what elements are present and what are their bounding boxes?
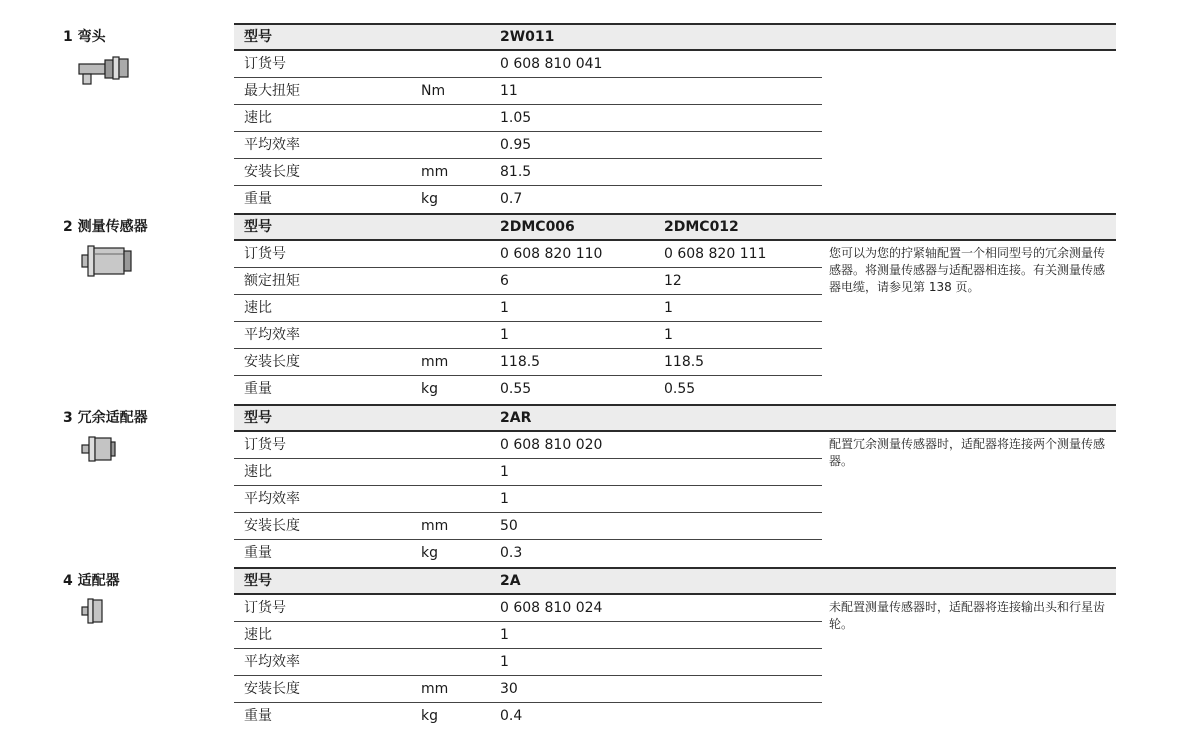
row-value: 1 xyxy=(664,300,673,316)
row-value: 50 xyxy=(500,518,518,534)
row-value: 81.5 xyxy=(500,164,532,180)
table-row xyxy=(234,51,822,78)
angle-head-icon xyxy=(78,54,132,90)
row-label: 安装长度 xyxy=(244,518,300,534)
table-row xyxy=(234,268,822,295)
section-note: 配置冗余测量传感器时，适配器将连接两个测量传感器。 xyxy=(829,437,1106,468)
row-value: 1 xyxy=(664,327,673,343)
row-label: 安装长度 xyxy=(244,164,300,180)
row-label: 订货号 xyxy=(244,600,286,616)
header-row xyxy=(234,24,1116,51)
row-label: 速比 xyxy=(244,110,272,126)
table-row xyxy=(234,459,822,486)
row-label: 平均效率 xyxy=(244,491,300,507)
section-title: 2 测量传感器 xyxy=(63,219,148,235)
row-label: 订货号 xyxy=(244,246,286,262)
row-value: 118.5 xyxy=(664,354,705,370)
model-name: 2DMC012 xyxy=(664,219,739,235)
row-value: 1 xyxy=(500,464,509,480)
table-row xyxy=(234,78,822,105)
table-row xyxy=(234,376,822,403)
section-title: 3 冗余适配器 xyxy=(63,410,148,426)
table-row xyxy=(234,186,822,213)
header-row xyxy=(234,568,1116,595)
row-value: 0 608 810 041 xyxy=(500,56,603,72)
section-note: 您可以为您的拧紧轴配置一个相同型号的冗余测量传感器。将测量传感器与适配器相连接。有关测量传感器电缆，请参见第 138 页。 xyxy=(829,246,1106,294)
row-label: 速比 xyxy=(244,464,272,480)
row-unit: mm xyxy=(421,164,449,180)
row-label: 安装长度 xyxy=(244,354,300,370)
table-row xyxy=(234,595,822,622)
row-unit: kg xyxy=(421,381,438,397)
redundancy-adapter-icon xyxy=(80,434,120,464)
row-unit: kg xyxy=(421,708,438,724)
row-label: 速比 xyxy=(244,627,272,643)
row-label: 平均效率 xyxy=(244,137,300,153)
table-row xyxy=(234,349,822,376)
row-value: 0 608 810 020 xyxy=(500,437,603,453)
table-row xyxy=(234,649,822,676)
header-label: 型号 xyxy=(244,410,272,426)
table-row xyxy=(234,322,822,349)
table-row xyxy=(234,513,822,540)
adapter-icon xyxy=(80,596,110,626)
row-value: 1 xyxy=(500,300,509,316)
header-row xyxy=(234,214,1116,241)
row-label: 安装长度 xyxy=(244,681,300,697)
row-unit: kg xyxy=(421,545,438,561)
row-value: 0.95 xyxy=(500,137,532,153)
table-row xyxy=(234,432,822,459)
row-value: 1 xyxy=(500,627,509,643)
row-value: 1 xyxy=(500,491,509,507)
row-value: 0 608 820 110 xyxy=(500,246,603,262)
table-row xyxy=(234,486,822,513)
section-note: 未配置测量传感器时，适配器将连接输出头和行星齿轮。 xyxy=(829,600,1106,631)
row-label: 平均效率 xyxy=(244,654,300,670)
row-label: 重量 xyxy=(244,191,272,207)
model-name: 2W011 xyxy=(500,29,555,45)
row-label: 订货号 xyxy=(244,56,286,72)
row-unit: kg xyxy=(421,191,438,207)
row-label: 额定扭矩 xyxy=(244,273,300,289)
table-row xyxy=(234,540,822,567)
table-row xyxy=(234,105,822,132)
table-row xyxy=(234,241,822,268)
row-label: 平均效率 xyxy=(244,327,300,343)
row-unit: mm xyxy=(421,354,449,370)
table-row xyxy=(234,676,822,703)
row-label: 重量 xyxy=(244,545,272,561)
row-label: 最大扭矩 xyxy=(244,83,300,99)
row-value: 12 xyxy=(664,273,682,289)
table-row xyxy=(234,159,822,186)
row-value: 0.55 xyxy=(500,381,532,397)
transducer-icon xyxy=(80,243,134,279)
row-value: 0.7 xyxy=(500,191,523,207)
row-value: 0 608 810 024 xyxy=(500,600,603,616)
row-value: 1 xyxy=(500,654,509,670)
row-unit: Nm xyxy=(421,83,446,99)
header-label: 型号 xyxy=(244,219,272,235)
row-value: 1.05 xyxy=(500,110,532,126)
row-unit: mm xyxy=(421,518,449,534)
model-name: 2A xyxy=(500,573,521,589)
row-label: 重量 xyxy=(244,708,272,724)
row-label: 重量 xyxy=(244,381,272,397)
model-name: 2DMC006 xyxy=(500,219,575,235)
table-row xyxy=(234,295,822,322)
table-row xyxy=(234,622,822,649)
header-label: 型号 xyxy=(244,573,272,589)
row-unit: mm xyxy=(421,681,449,697)
row-value: 30 xyxy=(500,681,518,697)
row-value: 0.55 xyxy=(664,381,696,397)
row-label: 订货号 xyxy=(244,437,286,453)
row-value: 1 xyxy=(500,327,509,343)
row-value: 0 608 820 111 xyxy=(664,246,767,262)
row-value: 118.5 xyxy=(500,354,541,370)
row-value: 6 xyxy=(500,273,509,289)
row-value: 0.4 xyxy=(500,708,523,724)
row-value: 11 xyxy=(500,83,518,99)
model-name: 2AR xyxy=(500,410,532,426)
table-row xyxy=(234,703,822,730)
header-row xyxy=(234,405,1116,432)
table-row xyxy=(234,132,822,159)
section-title: 4 适配器 xyxy=(63,573,120,589)
section-title: 1 弯头 xyxy=(63,29,106,45)
header-label: 型号 xyxy=(244,29,272,45)
row-label: 速比 xyxy=(244,300,272,316)
row-value: 0.3 xyxy=(500,545,523,561)
